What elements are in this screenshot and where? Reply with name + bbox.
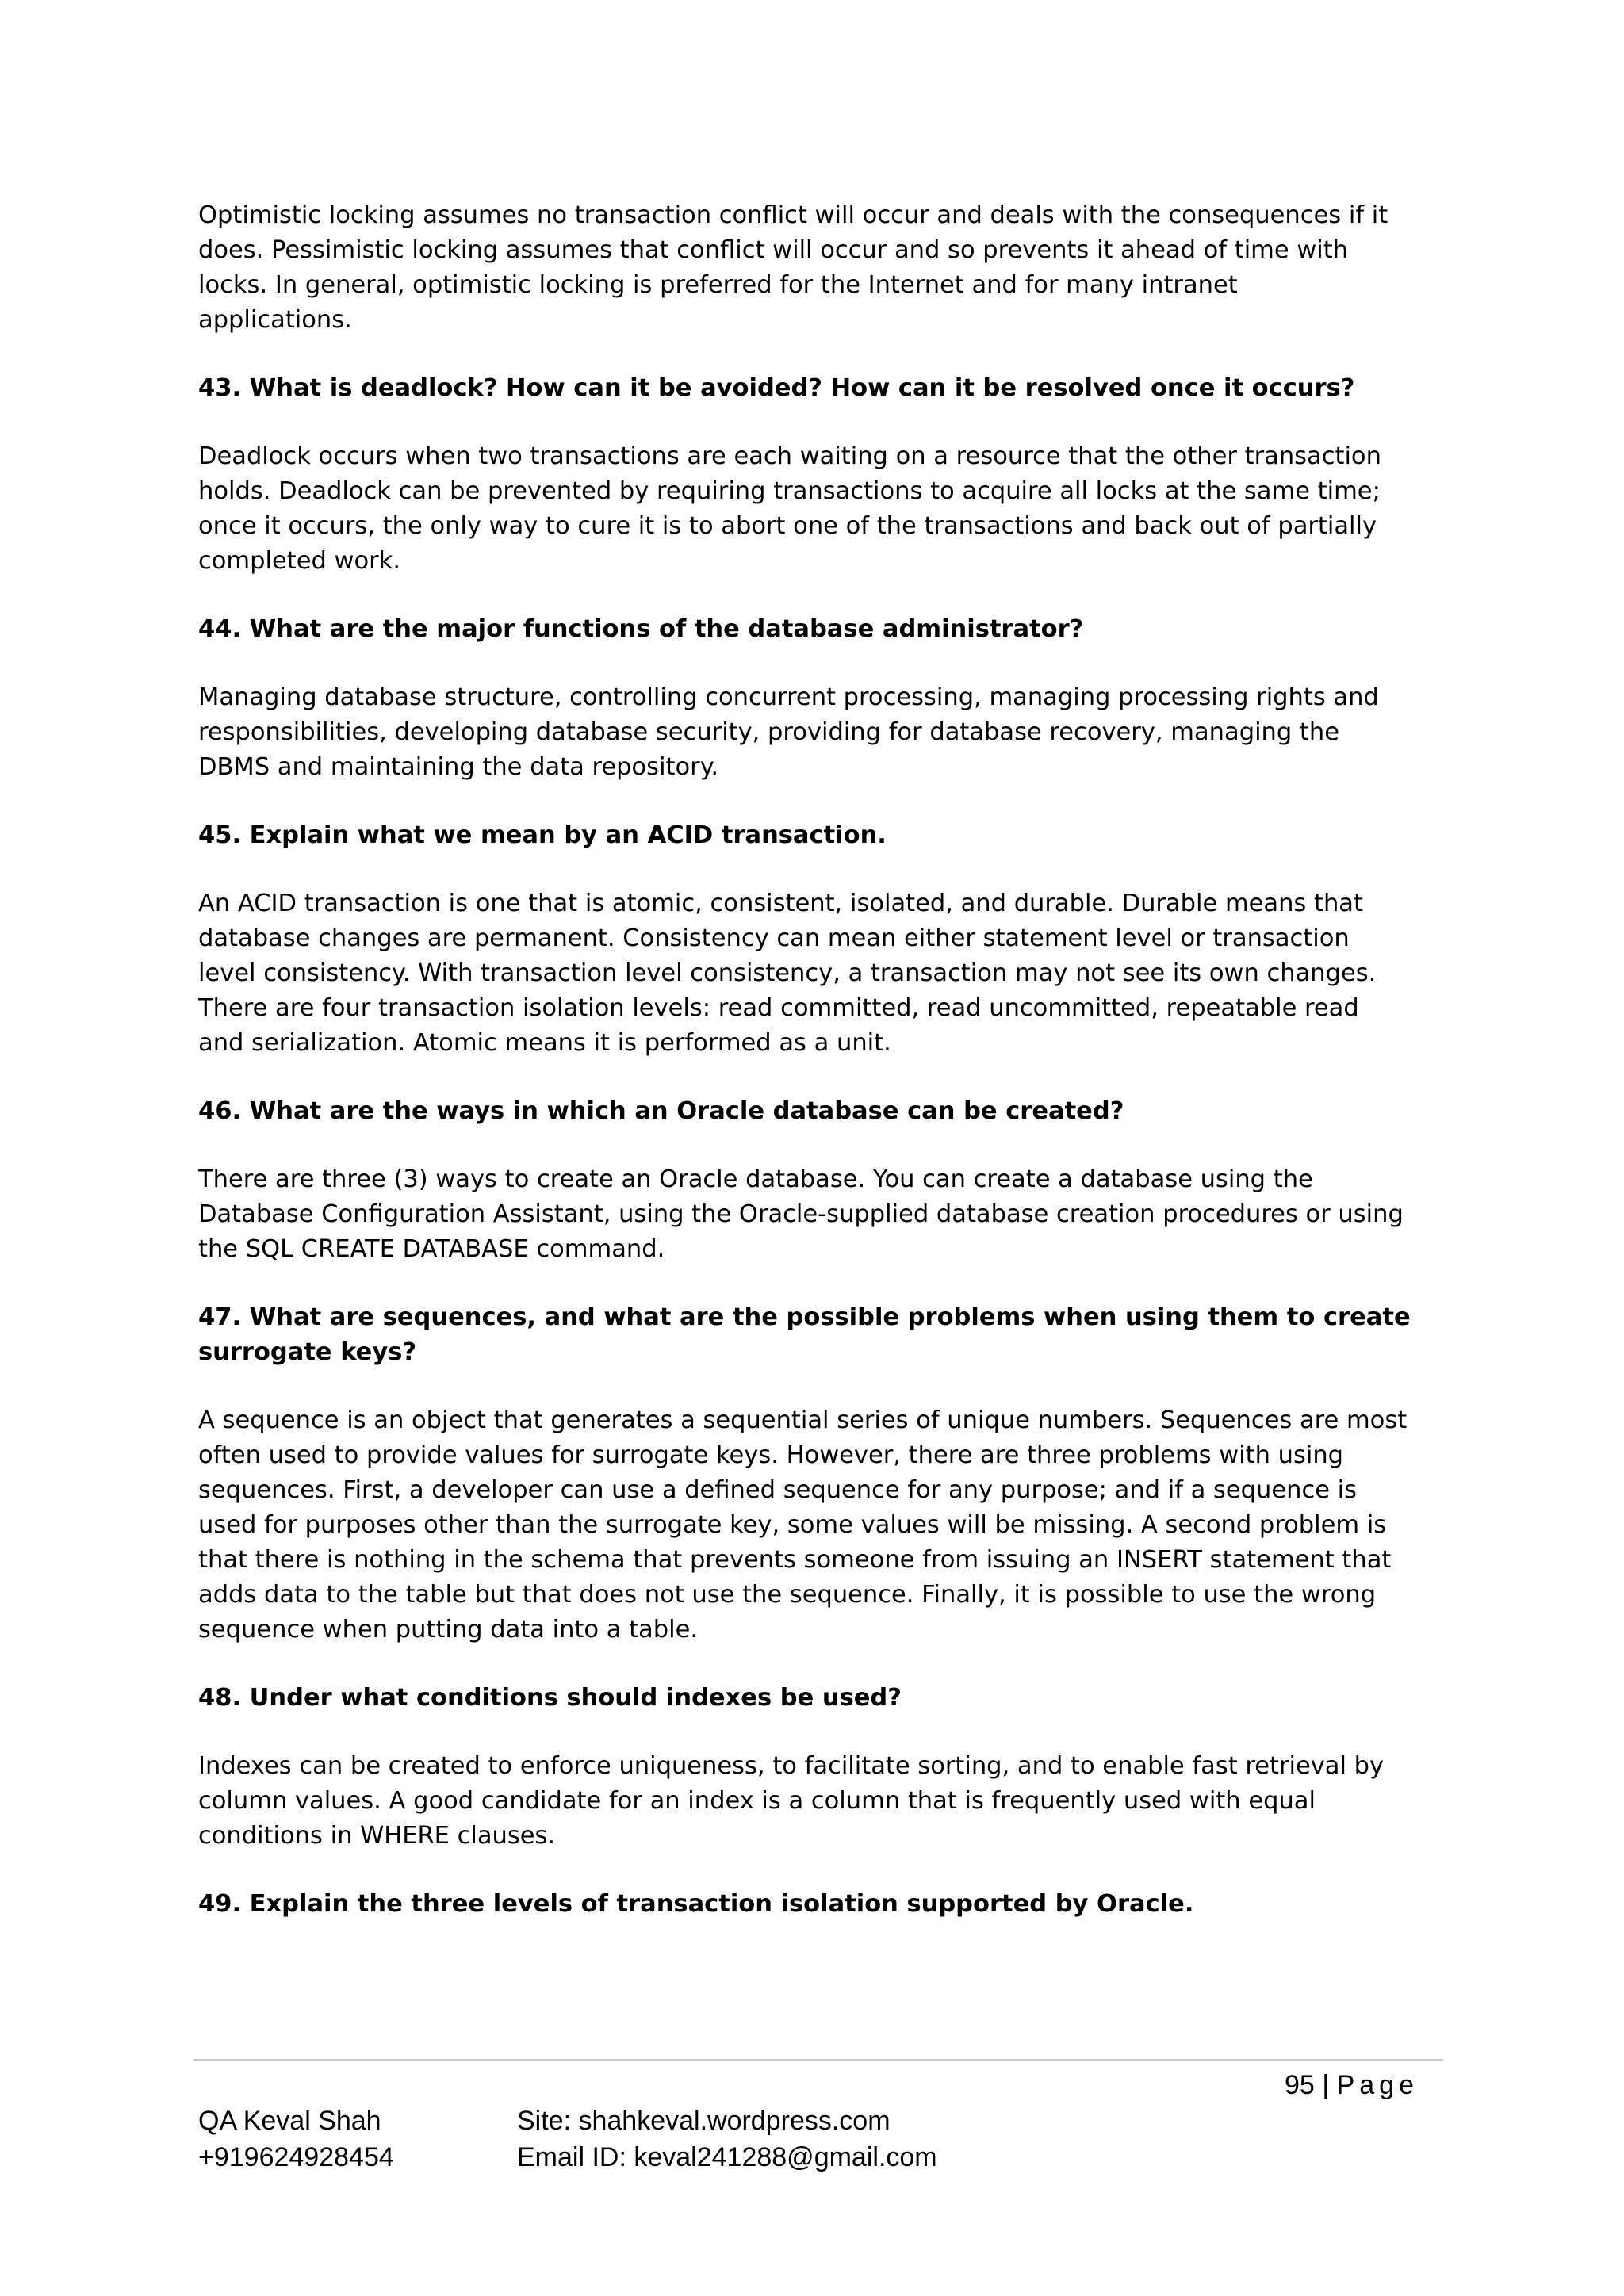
footer-contact-right — [517, 2103, 937, 2175]
question-49: 49. Explain the three levels of transaction isolation supported by Oracle. — [198, 1890, 1194, 1918]
footer-contact-left — [198, 2103, 394, 2175]
page-content — [198, 198, 1451, 1955]
page-number-separator: | — [1322, 2070, 1330, 2100]
footer-author: QA Keval Shah — [198, 2106, 381, 2136]
question-46: 46. What are the ways in which an Oracle database can be created? — [198, 1097, 1124, 1125]
page-number — [1285, 2068, 1443, 2103]
question-44: 44. What are the major functions of the database administrator? — [198, 615, 1084, 643]
question-47: 47. What are sequences, and what are the possible problems when using them to create surrogate keys? — [198, 1303, 1411, 1366]
page-number-value: 95 — [1285, 2070, 1315, 2100]
page-word: Page — [1336, 2070, 1419, 2100]
intro-paragraph: Optimistic locking assumes no transaction conflict will occur and deals with the consequences if it does. Pessimistic locking assumes that conflict will occur and so prevents it ahead of time with locks. In general, optimistic locking is preferred for the Internet and for many intranet applications. — [198, 201, 1388, 334]
footer-site: Site: shahkeval.wordpress.com — [517, 2106, 891, 2136]
question-48: 48. Under what conditions should indexes be used? — [198, 1684, 902, 1712]
answer-47: A sequence is an object that generates a sequential series of unique numbers. Sequences are most often used to provide values for surrogate keys. However, there are three problems with using sequences. First, a developer can use a defined sequence for any purpose; and if a sequence is used for purposes other than the surrogate key, some values will be missing. A second problem is that there is nothing in the schema that prevents someone from issuing an INSERT statement that adds data to the table but that does not use the sequence. Finally, it is possible to use the wrong sequence when putting data into a table. — [198, 1406, 1408, 1644]
answer-46: There are three (3) ways to create an Oracle database. You can create a database using the Database Configuration Assistant, using the Oracle-supplied database creation procedures or using the SQL CREATE DATABASE command. — [198, 1165, 1404, 1263]
answer-43: Deadlock occurs when two transactions are each waiting on a resource that the other transaction holds. Deadlock can be prevented by requiring transactions to acquire all locks at the same time; once it occurs, the only way to cure it is to abort one of the transactions and back out of partially completed work. — [198, 442, 1381, 575]
question-45: 45. Explain what we mean by an ACID transaction. — [198, 821, 887, 849]
answer-44: Managing database structure, controlling concurrent processing, managing processing rights and responsibilities, developing database security, providing for database recovery, managing the DBMS and maintaining the data repository. — [198, 683, 1379, 781]
answer-45: An ACID transaction is one that is atomic, consistent, isolated, and durable. Durable means that database changes are permanent. Consistency can mean either statement level or transaction level consistency. With transaction level consistency, a transaction may not see its own changes. There are four transaction isolation levels: read committed, read uncommitted, repeatable read and serialization. Atomic means it is performed as a unit. — [198, 890, 1377, 1057]
question-43: 43. What is deadlock? How can it be avoided? How can it be resolved once it occurs? — [198, 374, 1355, 402]
footer-email: Email ID: keval241288@gmail.com — [517, 2142, 937, 2172]
footer-divider — [193, 2059, 1443, 2061]
answer-48: Indexes can be created to enforce uniqueness, to facilitate sorting, and to enable fast retrieval by column values. A good candidate for an index is a column that is frequently used with equal conditions in WHERE clauses. — [198, 1752, 1385, 1850]
footer-phone: +919624928454 — [198, 2142, 394, 2172]
